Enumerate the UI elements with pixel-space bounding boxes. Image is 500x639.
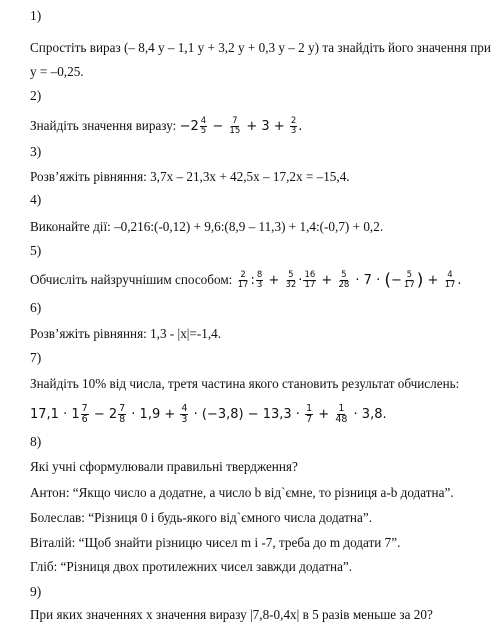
numerator: 4 [181,403,188,414]
denominator: 32 [285,280,297,290]
denominator: 6 [81,414,88,425]
expr-op: + [268,273,280,288]
task-2-text: Знайдіть значення виразу: [30,118,177,133]
right-paren: ) [416,270,424,291]
numerator: 4 [447,270,453,280]
expr-term: 17,1 · 1 [30,407,80,422]
fraction [337,271,350,290]
task-5-line [30,271,462,290]
numerator: 7 [232,116,238,126]
numerator: 2 [290,116,297,126]
expr-op: + [318,407,330,422]
numerator: 4 [200,116,207,126]
numerator: 16 [304,270,316,280]
task-6-text: Розв’яжіть рівняння: 1,3 - |х|=-1,4. [30,326,222,341]
numerator: 5 [288,270,294,280]
task-8-statement-vitaliy: Віталій: “Щоб знайти різницю чисел m і -7, треба до m додати 7”. [30,535,401,550]
task-1-text: Спростіть вираз (– 8,4 у – 1,1 у + 3,2 у + 0,3 у – 2 у) та знайдіть його значення при [30,40,491,55]
denominator: 5 [200,126,207,136]
fraction [403,271,416,290]
task-7-number: 7) [30,350,42,365]
task-3-number: 3) [30,144,42,159]
denominator: 3 [256,280,263,290]
fraction [81,404,89,425]
denominator: 8 [119,414,126,425]
numerator: 1 [306,403,313,414]
task-6-number: 6) [30,300,42,315]
denominator: 3 [290,126,297,136]
task-5-text: Обчисліть найзручнішим способом: [30,272,233,287]
left-paren: ( [384,270,392,291]
task-4-number: 4) [30,192,42,207]
expr-op: : [250,273,255,288]
task-9-number: 9) [30,584,42,599]
fraction [444,271,457,290]
denominator: 17 [237,280,249,290]
task-2-line [30,117,302,136]
task-7-text: Знайдіть 10% від числа, третя частина якого становить результат обчислень: [30,376,460,391]
denominator: 17 [304,280,316,290]
denominator: 48 [335,414,348,425]
fraction [290,117,297,136]
fraction [180,404,188,425]
task-2-expression [179,116,303,136]
expr-term: − 2 [93,407,118,422]
expr-term: · (−3,8) − 13,3 · [193,407,300,422]
task-8-statement-boleslav: Болеслав: “Різниця 0 і будь-якого від`ємного числа додатна”. [30,510,372,525]
expr-op: + 3 + [246,119,285,134]
expr-term: · 1,9 + [131,407,176,422]
fraction [200,117,207,136]
fraction [228,117,241,136]
task-5-number: 5) [30,243,42,258]
fraction [334,404,348,425]
numerator: 5 [406,270,413,280]
expr-end: . [457,273,462,288]
expr-op: − [391,273,402,288]
fraction [237,271,250,290]
numerator: 2 [240,270,246,280]
task-1-number: 1) [30,8,42,23]
fraction [284,271,297,290]
expr-op: · 7 · [355,273,381,288]
denominator: 3 [181,414,188,425]
task-9-text: При яких значеннях х значення виразу |7,8-0,4х| в 5 разів меньше за 20? [30,607,433,622]
expr-end: . [298,119,303,134]
denominator: 7 [306,414,313,425]
denominator: 28 [338,280,350,290]
expr-term: · 3,8. [353,407,387,422]
fraction [305,404,313,425]
task-2-number: 2) [30,88,42,103]
fraction [118,404,126,425]
task-3-text: Розв’яжіть рівняння: 3,7х – 21,3х + 42,5х – 17,2х = –15,4. [30,169,350,184]
task-8-statement-glib: Гліб: “Різниця двох протилежних чисел завжди додатна”. [30,559,353,574]
expr-op: · [298,273,303,288]
fraction [303,271,316,290]
numerator: 7 [119,403,126,414]
denominator: 15 [229,126,241,136]
expr-op: + [427,273,439,288]
expr-op: + [321,273,333,288]
numerator: 5 [341,270,347,280]
expr-term: −2 [179,119,199,134]
task-1-text-cont: у = –0,25. [30,64,84,79]
task-5-expression [236,270,462,291]
numerator: 8 [256,270,263,280]
numerator: 7 [81,403,88,414]
denominator: 17 [444,280,456,290]
task-8-question: Які учні сформулювали правильні твердження? [30,459,298,474]
task-4-text: Виконайте дії: –0,216:(-0,12) + 9,6:(8,9 – 11,3) + 1,4:(-0,7) + 0,2. [30,219,384,234]
task-8-statement-anton: Антон: “Якщо число а додатне, а число b від`ємне, то різниця а-b додатна”. [30,485,454,500]
denominator: 17 [403,280,415,290]
expr-op: − [212,119,224,134]
task-8-number: 8) [30,434,42,449]
fraction [256,271,263,290]
task-7-expression [30,403,387,425]
task-7-expression-line [30,404,387,425]
numerator: 1 [338,403,345,414]
